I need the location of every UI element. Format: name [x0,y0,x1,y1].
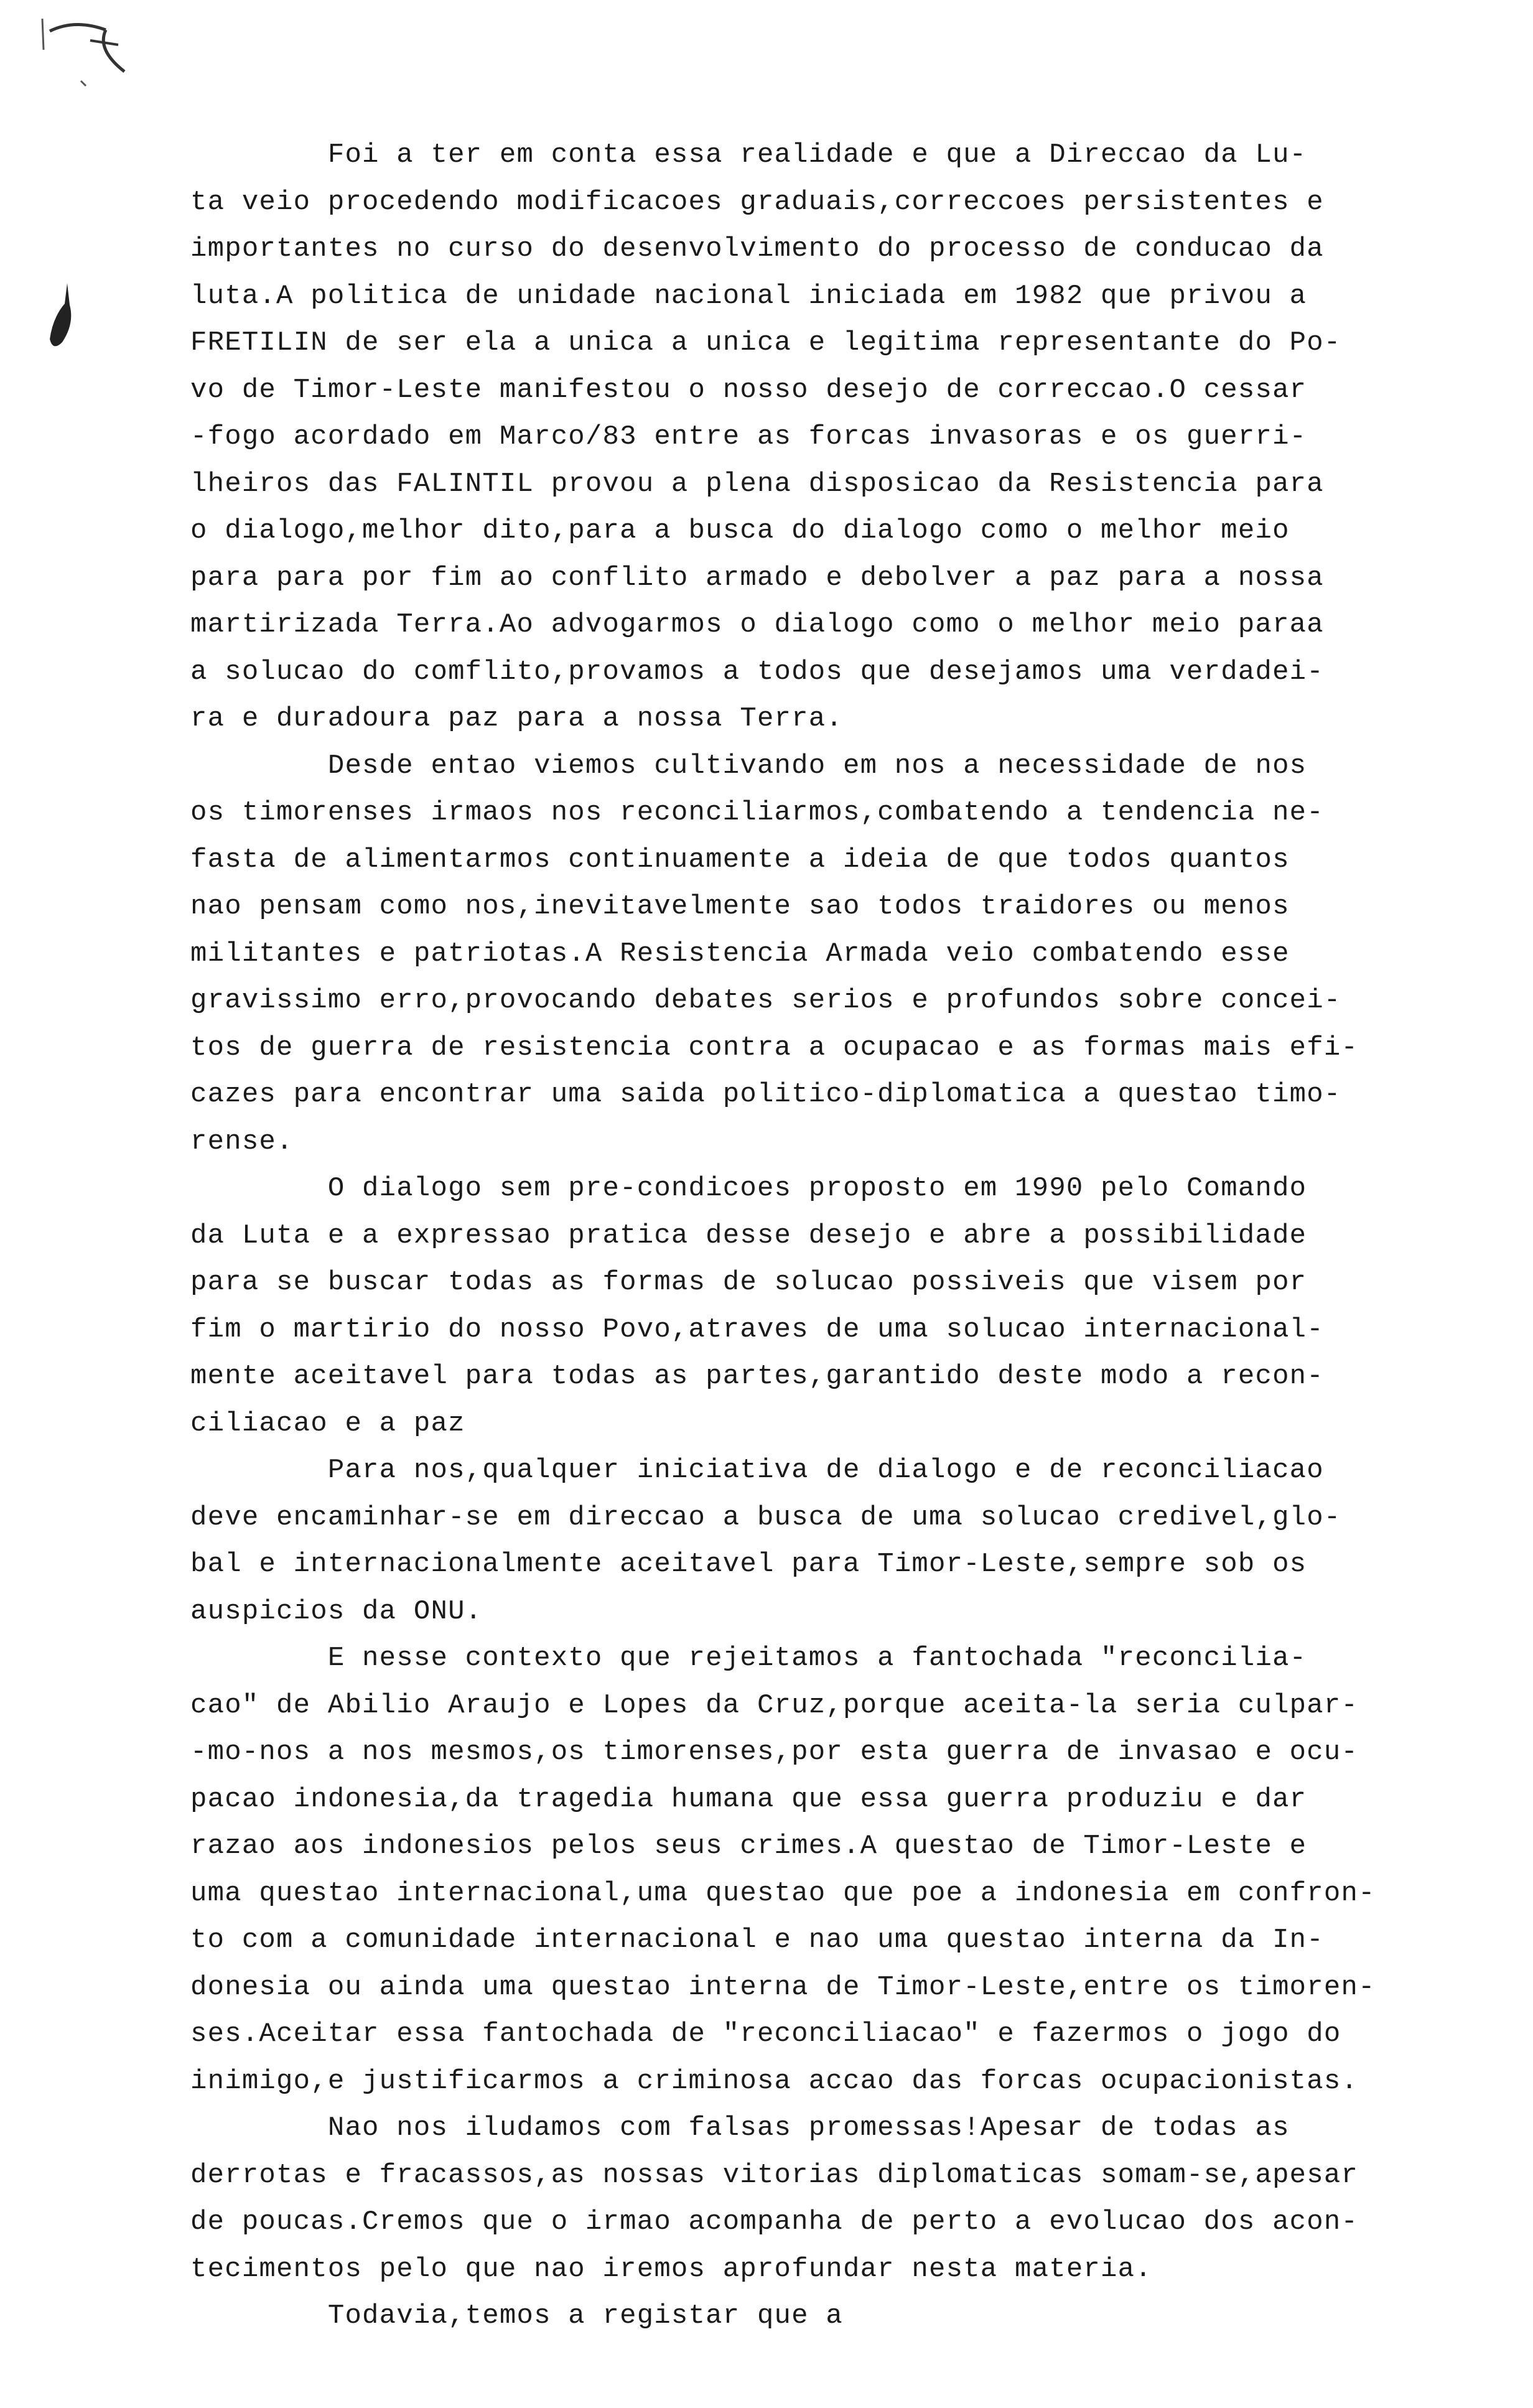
text-line: o dialogo,melhor dito,para a busca do dialogo como o melhor meio [190,515,1290,546]
text-line: FRETILIN de ser ela a unica a unica e legitima representante do Po- [190,327,1341,358]
text-line: importantes no curso do desenvolvimento do processo de conducao da [190,233,1324,264]
text-line: vo de Timor-Leste manifestou o nosso desejo de correccao.O cessar [190,374,1307,406]
text-line: da Luta e a expressao pratica desse desejo e abre a possibilidade [190,1220,1307,1251]
text-line: tecimentos pelo que nao iremos aprofundar nesta materia. [190,2253,1152,2285]
text-line: razao aos indonesios pelos seus crimes.A questao de Timor-Leste e [190,1831,1307,1862]
text-line: inimigo,e justificarmos a criminosa accao das forcas ocupacionistas. [190,2065,1359,2097]
text-line: donesia ou ainda uma questao interna de Timor-Leste,entre os timoren- [190,1971,1376,2003]
document-body [190,132,1509,2340]
text-line: fim o martirio do nosso Povo,atraves de uma solucao internacional- [190,1314,1324,1345]
text-line: deve encaminhar-se em direccao a busca de uma solucao credivel,glo- [190,1501,1341,1533]
text-line: luta.A politica de unidade nacional iniciada em 1982 que privou a [190,280,1307,312]
text-line: fasta de alimentarmos continuamente a ideia de que todos quantos [190,844,1290,875]
text-line: Desde entao viemos cultivando em nos a necessidade de nos [190,750,1307,782]
text-line: rense. [190,1126,294,1157]
handwritten-page-number-mark [37,12,137,87]
text-line: -mo-nos a nos mesmos,os timorenses,por esta guerra de invasao e ocu- [190,1737,1359,1768]
text-line: auspicios da ONU. [190,1595,483,1627]
text-line: bal e internacionalmente aceitavel para Timor-Leste,sempre sob os [190,1549,1307,1580]
text-line: para se buscar todas as formas de solucao possiveis que visem por [190,1267,1307,1298]
text-line: militantes e patriotas.A Resistencia Armada veio combatendo esse [190,938,1290,969]
text-line: ses.Aceitar essa fantochada de "reconciliacao" e fazermos o jogo do [190,2018,1341,2050]
ink-blot-mark [37,280,87,355]
text-line: uma questao internacional,uma questao que poe a indonesia em confron- [190,1877,1376,1909]
text-line: O dialogo sem pre-condicoes proposto em 1990 pelo Comando [190,1173,1307,1204]
text-line: E nesse contexto que rejeitamos a fantochada "reconcilia- [190,1643,1307,1674]
text-line: gravissimo erro,provocando debates serios e profundos sobre concei- [190,985,1341,1016]
text-line: cazes para encontrar uma saida politico-diplomatica a questao timo- [190,1079,1341,1110]
text-line: a solucao do comflito,provamos a todos que desejamos uma verdadei- [190,656,1324,688]
text-line: Todavia,temos a registar que a [190,2300,843,2331]
text-line: de poucas.Cremos que o irmao acompanha de perto a evolucao dos acon- [190,2206,1359,2238]
text-line: tos de guerra de resistencia contra a ocupacao e as formas mais efi- [190,1032,1359,1063]
text-line: pacao indonesia,da tragedia humana que essa guerra produziu e dar [190,1783,1307,1815]
text-line: para para por fim ao conflito armado e debolver a paz para a nossa [190,562,1324,594]
text-line: Foi a ter em conta essa realidade e que a Direccao da Lu- [190,139,1307,170]
text-line: os timorenses irmaos nos reconciliarmos,combatendo a tendencia ne- [190,797,1324,828]
text-line: nao pensam como nos,inevitavelmente sao todos traidores ou menos [190,891,1290,922]
text-line: ta veio procedendo modificacoes graduais,correccoes persistentes e [190,186,1324,218]
text-line: martirizada Terra.Ao advogarmos o dialogo como o melhor meio paraa [190,609,1324,640]
text-line: ra e duradoura paz para a nossa Terra. [190,703,843,734]
text-line: ciliacao e a paz [190,1407,465,1439]
text-line: mente aceitavel para todas as partes,garantido deste modo a recon- [190,1361,1324,1392]
text-line: -fogo acordado em Marco/83 entre as forcas invasoras e os guerri- [190,421,1307,452]
text-line: derrotas e fracassos,as nossas vitorias diplomaticas somam-se,apesar [190,2159,1359,2191]
text-line: lheiros das FALINTIL provou a plena disposicao da Resistencia para [190,468,1324,500]
text-line: Nao nos iludamos com falsas promessas!Apesar de todas as [190,2112,1290,2144]
text-line: to com a comunidade internacional e nao uma questao interna da In- [190,1925,1324,1956]
text-line: cao" de Abilio Araujo e Lopes da Cruz,porque aceita-la seria culpar- [190,1689,1359,1721]
text-line: Para nos,qualquer iniciativa de dialogo e de reconciliacao [190,1455,1324,1486]
